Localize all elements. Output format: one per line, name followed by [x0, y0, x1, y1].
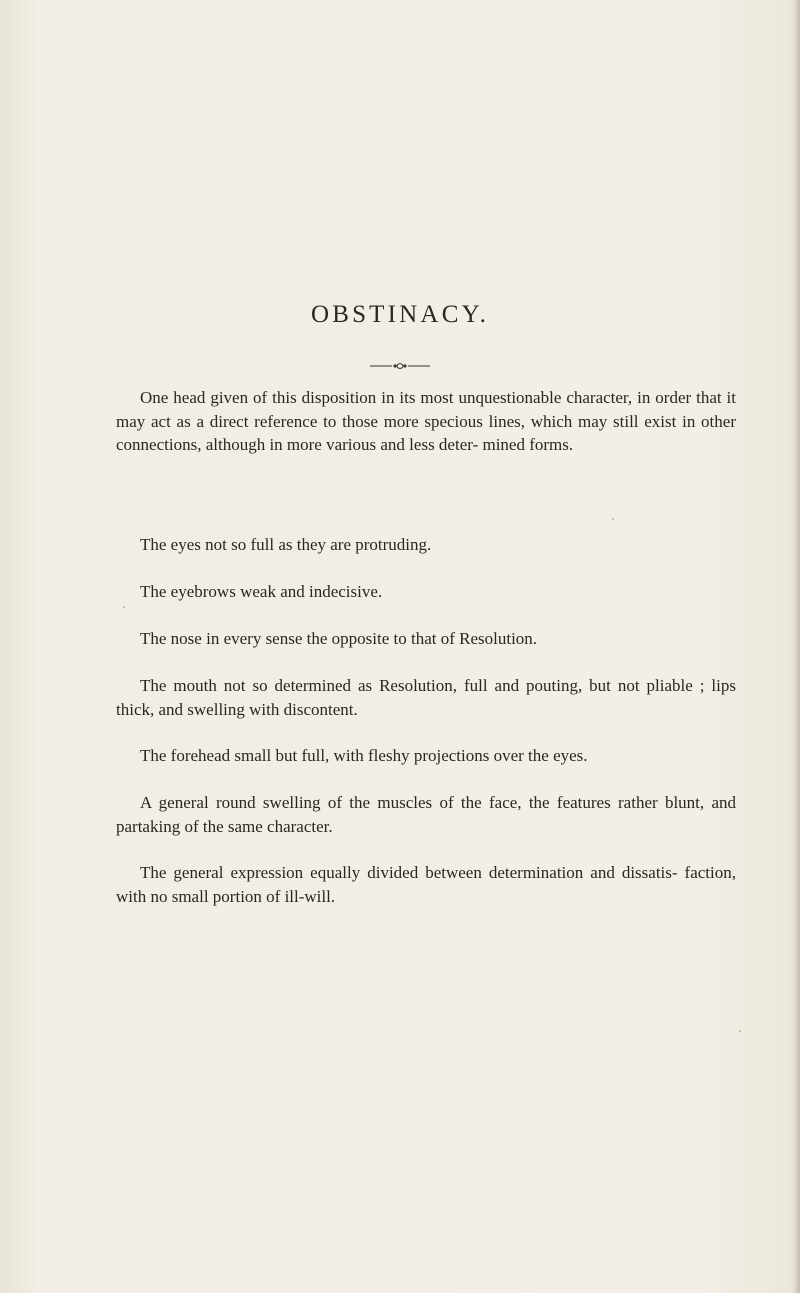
paragraph-muscles: A general round swelling of the muscles of the face, the features rather blunt, and partaking of the same character.: [116, 793, 736, 836]
paragraph-eyebrows: The eyebrows weak and indecisive.: [140, 582, 383, 601]
paper-speck: [612, 518, 614, 520]
page-edge-shadow: [794, 0, 800, 1293]
paragraph-intro: One head given of this disposition in its most unquestionable character, in order that it may act as a direct reference to those more specious lines, which may still exist in other connections, although in more various and less deter- mined forms.: [116, 388, 736, 454]
paper-speck: [739, 1030, 741, 1032]
paragraph-mouth: The mouth not so determined as Resolution, full and pouting, but not pliable ; lips thick, and swelling with discontent.: [116, 676, 736, 719]
page-title: OBSTINACY.: [310, 301, 490, 328]
paragraph-expression: The general expression equally divided between determination and dissatis- faction, with no small portion of ill-will.: [116, 863, 736, 906]
paragraph-forehead: The forehead small but full, with fleshy projections over the eyes.: [140, 746, 588, 765]
paragraph-nose: The nose in every sense the opposite to that of Resolution.: [140, 629, 538, 648]
paragraph-eyes: The eyes not so full as they are protruding.: [140, 535, 432, 554]
title-ornament-divider: [370, 362, 430, 370]
paper-speck: [123, 606, 125, 608]
